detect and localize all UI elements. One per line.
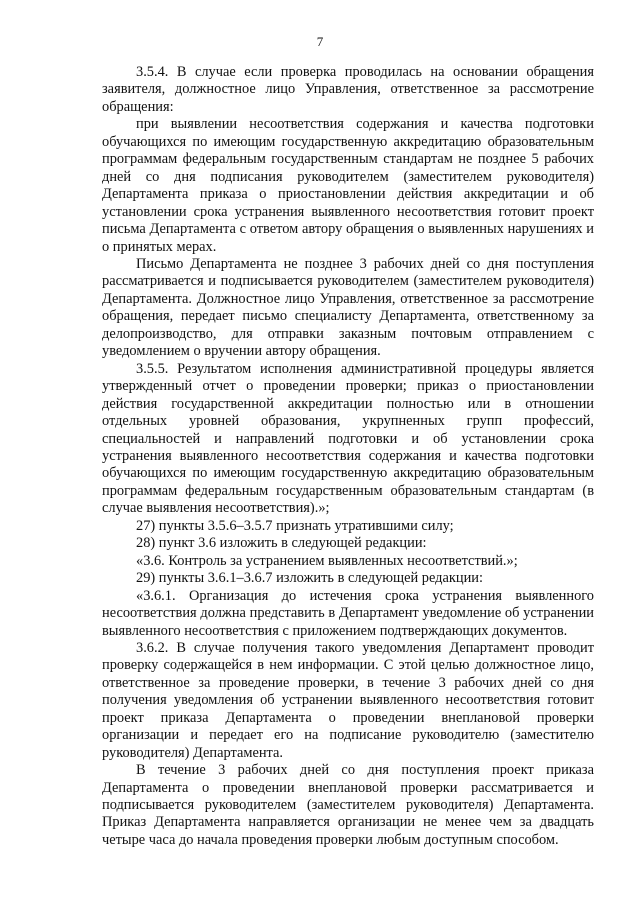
paragraph-violation-action: при выявлении несоответствия содержания и качества подготовки обучающихся по имеющим государственную аккредитацию образовательным программам федеральным государственным стандартам не позднее 5 рабочих дней со дня подписания руководителем (заместителем руководителя) Департамента приказа о приостановлении действия аккредитации и об установлении срока устранения выявленного несоответствия готовит проект письма Департамента с ответом автору обращения о выявленных нарушениях и о принятых мерах. <box>102 116 594 255</box>
page-number: 7 <box>316 34 324 49</box>
paragraph-3-6-2: 3.6.2. В случае получения такого уведомления Департамент проводит проверку содержащейся в нем информации. С этой целью должностное лицо, ответственное за проведение проверки, в течение 3 рабочих дней со дня получения уведомления об устранении выявленного несоответствия готовит проект приказа Департамента о проведении внеплановой проверки организации и передает его на подписание руководителю (заместителю руководителя) Департамента. <box>102 639 594 761</box>
paragraph-order-review: В течение 3 рабочих дней со дня поступления проект приказа Департамента о проведении внеплановой проверки рассматривается и подписывается руководителем (заместителем руководителя) Департамента. Приказ Департамента направляется организации не менее чем за двадцать четыре часа до начала проведения проверки любым доступным способом. <box>102 762 594 848</box>
document-body <box>102 64 594 849</box>
paragraph-item-28: 28) пункт 3.6 изложить в следующей редакции: <box>136 535 427 552</box>
paragraph-3-5-5: 3.5.5. Результатом исполнения административной процедуры является утвержденный отчет о проведении проверки; приказ о приостановлении действия государственной аккредитации полностью или в отношении отдельных уровней образования, укрупненных групп профессий, специальностей и направлений подготовки и об установлении срока устранения выявленного несоответствия содержания и качества подготовки обучающихся по имеющим государственную аккредитацию образовательным программам федеральным государственным образовательным стандартам (в случае выявления несоответствия).»; <box>102 360 594 517</box>
paragraph-letter-signing: Письмо Департамента не позднее 3 рабочих дней со дня поступления рассматривается и подписывается руководителем (заместителем руководителя) Департамента. Должностное лицо Управления, ответственное за рассмотрение обращения, передает письмо специалисту Департамента, ответственному за делопроизводство, для отправки заказным почтовым отправлением с уведомлением о вручении автору обращения. <box>102 255 594 360</box>
paragraph-3-6-1: «3.6.1. Организация до истечения срока устранения выявленного несоответствия должна представить в Департамент уведомление об устранении выявленного несоответствия с приложением подтверждающих документов. <box>102 587 594 639</box>
paragraph-item-27: 27) пункты 3.5.6–3.5.7 признать утратившими силу; <box>136 517 454 534</box>
paragraph-3-6: «3.6. Контроль за устранением выявленных несоответствий.»; <box>136 552 518 569</box>
paragraph-3-5-4: 3.5.4. В случае если проверка проводилась на основании обращения заявителя, должностное лицо Управления, ответственное за рассмотрение обращения: <box>102 64 594 115</box>
paragraph-item-29: 29) пункты 3.6.1–3.6.7 изложить в следующей редакции: <box>136 570 483 587</box>
